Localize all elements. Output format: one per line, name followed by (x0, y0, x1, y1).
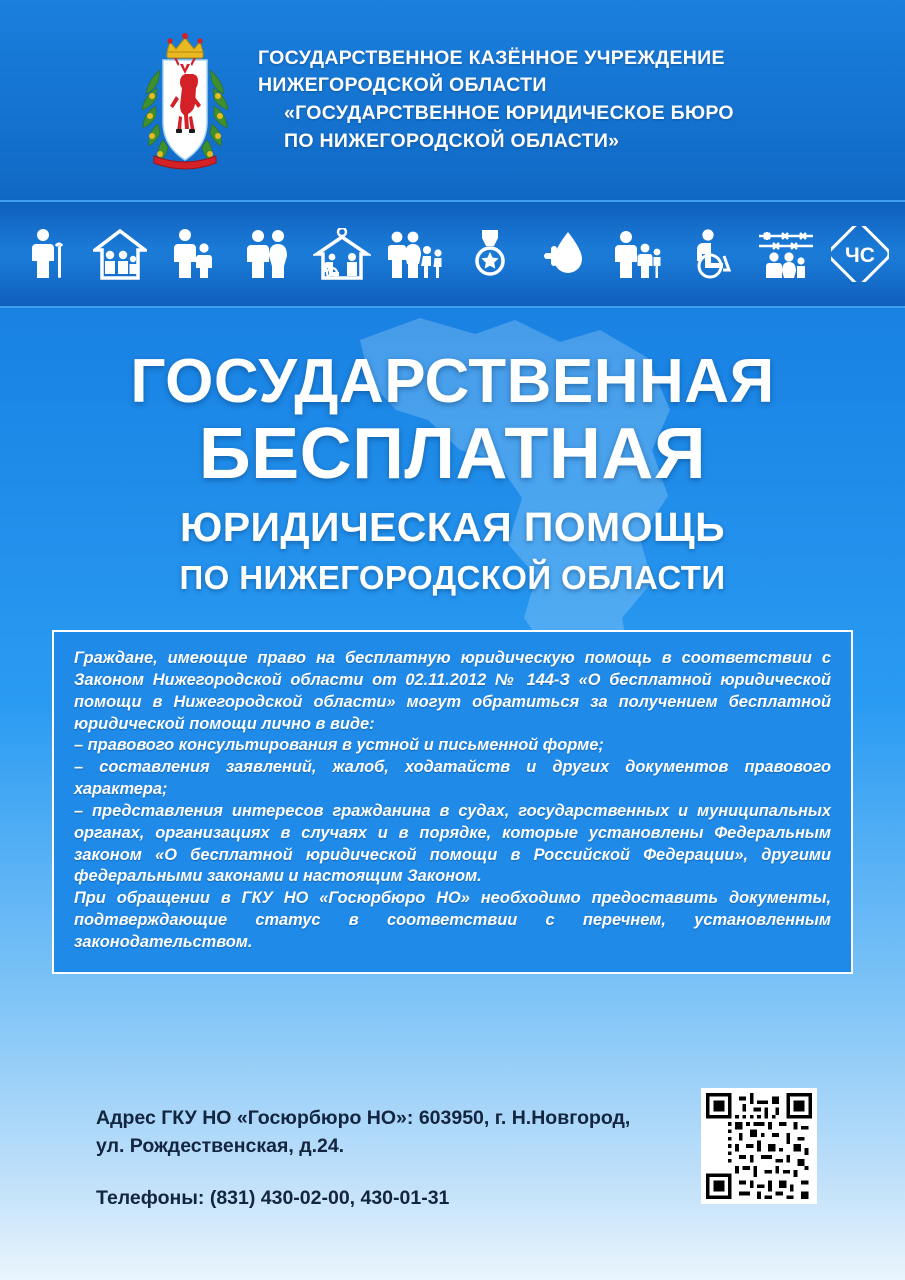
house-family-icon (89, 223, 151, 285)
title-line-3: ЮРИДИЧЕСКАЯ ПОМОЩЬ (180, 503, 725, 550)
svg-text:ЧС: ЧС (844, 244, 875, 267)
person-with-cane-icon (15, 223, 77, 285)
phones-line: Телефоны: (831) 430-02-00, 430-01-31 (96, 1186, 450, 1209)
info-paragraph-2: – правового консультирования в устной и письменной форме; (74, 736, 604, 755)
house-wheelchair-person-icon (311, 223, 373, 285)
org-line-3: «ГОСУДАРСТВЕННОЕ ЮРИДИЧЕСКОЕ БЮРО (284, 102, 734, 124)
coat-of-arms-icon (130, 30, 240, 170)
organization-name (258, 45, 734, 156)
barbed-wire-family-icon (755, 223, 817, 285)
elderly-couple-icon (237, 223, 299, 285)
medal-icon (459, 223, 521, 285)
title-line-2: БЕСПЛАТНАЯ (198, 414, 707, 495)
emergency-situations-icon (829, 223, 891, 285)
org-line-1: ГОСУДАРСТВЕННОЕ КАЗЁННОЕ УЧРЕЖДЕНИЕ (258, 46, 725, 69)
poster-title (0, 308, 905, 596)
info-paragraph-3: – составления заявлений, жалоб, ходатайств и других документов правового характера; (74, 758, 831, 799)
beneficiary-icon-strip (0, 200, 905, 308)
address-line-1: Адрес ГКУ НО «Госюрбюро НО»: 603950, г. Н.Новгород, (96, 1107, 631, 1129)
blood-donor-icon (533, 223, 595, 285)
address-line-2: ул. Рождественская, д.24. (96, 1135, 345, 1158)
org-line-2: НИЖЕГОРОДСКОЙ ОБЛАСТИ (258, 74, 547, 97)
info-paragraph-4: – представления интересов гражданина в судах, государственных и муниципальных органах, организациях в случаях и в порядке, которые установлены Федеральным законом «О бесплатной юридической помощи в Российской Федерации», другими федеральными законами и настоящим Законом. (74, 801, 831, 886)
poster-header (0, 0, 905, 200)
info-paragraph-1: Граждане, имеющие право на бесплатную юридическую помощь в соответствии с Законом Нижегородской области от 02.11.2012 № 144-З «О бесплатной юридической помощи в Нижегородской области» могут обратиться за получением бесплатной юридической помощи лично в виде: (74, 649, 831, 733)
adult-with-child-icon (163, 223, 225, 285)
contact-block (96, 1104, 676, 1210)
title-line-4: ПО НИЖЕГОРОДСКОЙ ОБЛАСТИ (179, 558, 726, 596)
title-line-1: ГОСУДАРСТВЕННАЯ (130, 347, 775, 416)
large-family-icon (385, 223, 447, 285)
info-panel (52, 630, 853, 973)
parent-and-children-icon (607, 223, 669, 285)
info-paragraph-5: При обращении в ГКУ НО «Госюрбюро НО» необходимо предоставить документы, подтверждающие статус в соответствии с перечнем, установленным законодательством. (74, 889, 831, 951)
org-line-4: ПО НИЖЕГОРОДСКОЙ ОБЛАСТИ» (284, 129, 620, 152)
wheelchair-person-icon (681, 223, 743, 285)
poster-footer (0, 1080, 905, 1280)
qr-code-icon[interactable] (701, 1088, 817, 1204)
